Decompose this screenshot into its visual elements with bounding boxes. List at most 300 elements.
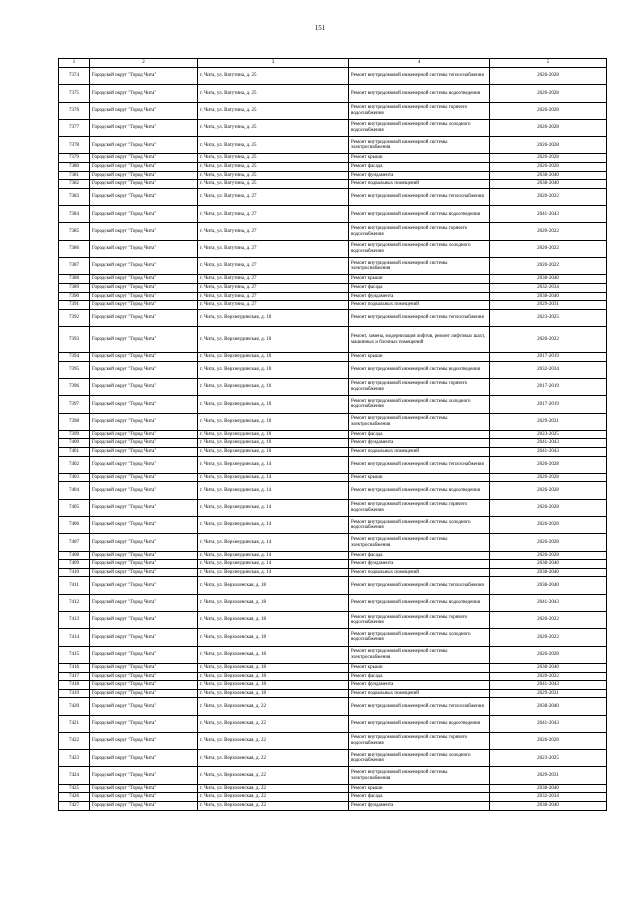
- row-number-cell: 7416: [59, 663, 90, 672]
- table-row: [59, 413, 607, 430]
- row-number-cell: 7409: [59, 560, 90, 569]
- period-cell: 2041-2043: [490, 206, 607, 223]
- municipality-cell: Городской округ "Город Чита": [90, 188, 198, 205]
- work-type-cell: Ремонт внутридомовой инженерной системы водоотведения: [349, 85, 490, 102]
- table-row: [59, 473, 607, 482]
- municipality-cell: Городской округ "Город Чита": [90, 275, 198, 284]
- work-type-cell: Ремонт внутридомовой инженерной системы водоотведения: [349, 594, 490, 611]
- municipality-cell: Городской округ "Город Чита": [90, 171, 198, 180]
- period-cell: 2026-2028: [490, 551, 607, 560]
- work-type-cell: Ремонт подвальных помещений: [349, 568, 490, 577]
- row-number-cell: 7412: [59, 594, 90, 611]
- municipality-cell: Городской округ "Город Чита": [90, 801, 198, 810]
- municipality-cell: Городской округ "Город Чита": [90, 456, 198, 473]
- address-cell: г. Чита, ул. Верхнеудинская, д. 10: [198, 396, 349, 413]
- municipality-cell: Городской округ "Город Чита": [90, 568, 198, 577]
- address-cell: г. Чита, ул. Ватутина, д. 25: [198, 137, 349, 154]
- row-number-cell: 7415: [59, 646, 90, 663]
- municipality-cell: Городской округ "Город Чита": [90, 560, 198, 569]
- work-type-cell: Ремонт внутридомовой инженерной системы теплоснабжения: [349, 188, 490, 205]
- row-number-cell: 7421: [59, 715, 90, 732]
- table-row: [59, 283, 607, 292]
- municipality-cell: Городской округ "Город Чита": [90, 119, 198, 136]
- work-type-cell: Ремонт фундамента: [349, 681, 490, 690]
- address-cell: г. Чита, ул. Ватутина, д. 25: [198, 119, 349, 136]
- period-cell: 2038-2040: [490, 698, 607, 715]
- row-number-cell: 7402: [59, 456, 90, 473]
- row-number-cell: 7413: [59, 612, 90, 629]
- address-cell: г. Чита, ул. Верхнеудинская, д. 10: [198, 413, 349, 430]
- column-header: 1: [59, 59, 90, 68]
- work-type-cell: Ремонт внутридомовой инженерной системы горячего водоснабжения: [349, 612, 490, 629]
- municipality-cell: Городской округ "Город Чита": [90, 646, 198, 663]
- address-cell: г. Чита, ул. Ватутина, д. 27: [198, 188, 349, 205]
- table-row: [59, 482, 607, 499]
- work-type-cell: Ремонт фасада: [349, 672, 490, 681]
- address-cell: г. Чита, ул. Верхоленская, д. 22: [198, 793, 349, 802]
- page-number: 151: [314, 24, 326, 32]
- work-type-cell: Ремонт подвальных помещений: [349, 180, 490, 189]
- work-type-cell: Ремонт фасада: [349, 793, 490, 802]
- period-cell: 2026-2028: [490, 499, 607, 516]
- table-row: [59, 689, 607, 698]
- period-cell: 2026-2028: [490, 154, 607, 163]
- work-type-cell: Ремонт фундамента: [349, 292, 490, 301]
- municipality-cell: Городской округ "Город Чита": [90, 715, 198, 732]
- work-type-cell: Ремонт крыши: [349, 473, 490, 482]
- period-cell: 2038-2040: [490, 663, 607, 672]
- row-number-cell: 7395: [59, 361, 90, 378]
- row-number-cell: 7417: [59, 672, 90, 681]
- table-row: [59, 102, 607, 119]
- municipality-cell: Городской округ "Город Чита": [90, 767, 198, 784]
- address-cell: г. Чита, ул. Ватутина, д. 25: [198, 85, 349, 102]
- row-number-cell: 7396: [59, 378, 90, 395]
- table-row: [59, 206, 607, 223]
- address-cell: г. Чита, ул. Ватутина, д. 27: [198, 223, 349, 240]
- municipality-cell: Городской округ "Город Чита": [90, 473, 198, 482]
- row-number-cell: 7406: [59, 517, 90, 534]
- work-type-cell: Ремонт фасада: [349, 430, 490, 439]
- row-number-cell: 7375: [59, 85, 90, 102]
- address-cell: г. Чита, ул. Верхоленская, д. 22: [198, 767, 349, 784]
- period-cell: 2020-2022: [490, 188, 607, 205]
- municipality-cell: Городской округ "Город Чита": [90, 301, 198, 310]
- row-number-cell: 7424: [59, 767, 90, 784]
- municipality-cell: Городской округ "Город Чита": [90, 223, 198, 240]
- work-type-cell: Ремонт внутридомовой инженерной системы электроснабжения: [349, 413, 490, 430]
- address-cell: г. Чита, ул. Верхнеудинская, д. 14: [198, 534, 349, 551]
- municipality-cell: Городской округ "Город Чита": [90, 327, 198, 353]
- municipality-cell: Городской округ "Город Чита": [90, 629, 198, 646]
- period-cell: 2038-2040: [490, 577, 607, 594]
- address-cell: г. Чита, ул. Ватутина, д. 25: [198, 154, 349, 163]
- period-cell: 2038-2040: [490, 171, 607, 180]
- table-row: [59, 361, 607, 378]
- work-type-cell: Ремонт подвальных помещений: [349, 447, 490, 456]
- period-cell: 2041-2043: [490, 447, 607, 456]
- row-number-cell: 7376: [59, 102, 90, 119]
- work-type-cell: Ремонт внутридомовой инженерной системы теплоснабжения: [349, 456, 490, 473]
- work-type-cell: Ремонт фасада: [349, 283, 490, 292]
- table-row: [59, 68, 607, 85]
- period-cell: 2026-2028: [490, 119, 607, 136]
- table-row: [59, 577, 607, 594]
- municipality-cell: Городской округ "Город Чита": [90, 396, 198, 413]
- table-row: [59, 499, 607, 516]
- address-cell: г. Чита, ул. Ватутина, д. 27: [198, 240, 349, 257]
- work-type-cell: Ремонт внутридомовой инженерной системы водоотведения: [349, 206, 490, 223]
- work-type-cell: Ремонт фундамента: [349, 171, 490, 180]
- table-row: [59, 517, 607, 534]
- row-number-cell: 7382: [59, 180, 90, 189]
- table-row: [59, 732, 607, 749]
- address-cell: г. Чита, ул. Верхоленская, д. 18: [198, 646, 349, 663]
- column-header: 2: [90, 59, 198, 68]
- row-number-cell: 7411: [59, 577, 90, 594]
- address-cell: г. Чита, ул. Верхоленская, д. 18: [198, 689, 349, 698]
- municipality-cell: Городской округ "Город Чита": [90, 681, 198, 690]
- municipality-cell: Городской округ "Город Чита": [90, 672, 198, 681]
- period-cell: 2026-2028: [490, 68, 607, 85]
- table-row: [59, 396, 607, 413]
- municipality-cell: Городской округ "Город Чита": [90, 551, 198, 560]
- work-type-cell: Ремонт крыши: [349, 275, 490, 284]
- municipality-cell: Городской округ "Город Чита": [90, 240, 198, 257]
- work-type-cell: Ремонт внутридомовой инженерной системы холодного водоснабжения: [349, 119, 490, 136]
- table-row: [59, 447, 607, 456]
- table-row: [59, 456, 607, 473]
- table-row: [59, 629, 607, 646]
- municipality-cell: Городской округ "Город Чита": [90, 163, 198, 172]
- table-row: [59, 750, 607, 767]
- table-row: [59, 698, 607, 715]
- work-type-cell: Ремонт крыши: [349, 784, 490, 793]
- row-number-cell: 7381: [59, 171, 90, 180]
- address-cell: г. Чита, ул. Верхнеудинская, д. 14: [198, 517, 349, 534]
- period-cell: 2026-2028: [490, 137, 607, 154]
- row-number-cell: 7410: [59, 568, 90, 577]
- row-number-cell: 7379: [59, 154, 90, 163]
- municipality-cell: Городской округ "Город Чита": [90, 283, 198, 292]
- period-cell: 2041-2043: [490, 681, 607, 690]
- work-type-cell: Ремонт внутридомовой инженерной системы холодного водоснабжения: [349, 240, 490, 257]
- municipality-cell: Городской округ "Город Чита": [90, 663, 198, 672]
- row-number-cell: 7383: [59, 188, 90, 205]
- period-cell: 2020-2022: [490, 612, 607, 629]
- municipality-cell: Городской округ "Город Чита": [90, 689, 198, 698]
- municipality-cell: Городской округ "Город Чита": [90, 594, 198, 611]
- municipality-cell: Городской округ "Город Чита": [90, 698, 198, 715]
- address-cell: г. Чита, ул. Ватутина, д. 27: [198, 283, 349, 292]
- municipality-cell: Городской округ "Город Чита": [90, 750, 198, 767]
- table-row: [59, 154, 607, 163]
- address-cell: г. Чита, ул. Верхнеудинская, д. 10: [198, 353, 349, 362]
- row-number-cell: 7420: [59, 698, 90, 715]
- municipality-cell: Городской округ "Город Чита": [90, 378, 198, 395]
- row-number-cell: 7426: [59, 793, 90, 802]
- municipality-cell: Городской округ "Город Чита": [90, 68, 198, 85]
- work-type-cell: Ремонт внутридомовой инженерной системы электроснабжения: [349, 258, 490, 275]
- row-number-cell: 7392: [59, 309, 90, 326]
- row-number-cell: 7419: [59, 689, 90, 698]
- period-cell: 2026-2028: [490, 534, 607, 551]
- work-type-cell: Ремонт внутридомовой инженерной системы электроснабжения: [349, 534, 490, 551]
- table-row: [59, 663, 607, 672]
- row-number-cell: 7389: [59, 283, 90, 292]
- table-header-row: [59, 59, 607, 68]
- address-cell: г. Чита, ул. Верхоленская, д. 18: [198, 672, 349, 681]
- municipality-cell: Городской округ "Город Чита": [90, 517, 198, 534]
- row-number-cell: 7380: [59, 163, 90, 172]
- municipality-cell: Городской округ "Город Чита": [90, 309, 198, 326]
- table-row: [59, 137, 607, 154]
- row-number-cell: 7378: [59, 137, 90, 154]
- address-cell: г. Чита, ул. Ватутина, д. 27: [198, 206, 349, 223]
- row-number-cell: 7405: [59, 499, 90, 516]
- work-type-cell: Ремонт внутридомовой инженерной системы горячего водоснабжения: [349, 102, 490, 119]
- work-type-cell: Ремонт внутридомовой инженерной системы водоотведения: [349, 715, 490, 732]
- municipality-cell: Городской округ "Город Чита": [90, 180, 198, 189]
- period-cell: 2020-2022: [490, 258, 607, 275]
- address-cell: г. Чита, ул. Ватутина, д. 25: [198, 171, 349, 180]
- table-row: [59, 551, 607, 560]
- address-cell: г. Чита, ул. Верхоленская, д. 22: [198, 698, 349, 715]
- period-cell: 2026-2028: [490, 473, 607, 482]
- row-number-cell: 7397: [59, 396, 90, 413]
- work-type-cell: Ремонт внутридомовой инженерной системы горячего водоснабжения: [349, 732, 490, 749]
- row-number-cell: 7374: [59, 68, 90, 85]
- row-number-cell: 7385: [59, 223, 90, 240]
- period-cell: 2020-2022: [490, 240, 607, 257]
- period-cell: 2026-2028: [490, 456, 607, 473]
- address-cell: г. Чита, ул. Верхоленская, д. 22: [198, 750, 349, 767]
- address-cell: г. Чита, ул. Верхнеудинская, д. 10: [198, 378, 349, 395]
- work-type-cell: Ремонт внутридомовой инженерной системы теплоснабжения: [349, 309, 490, 326]
- period-cell: 2041-2043: [490, 594, 607, 611]
- municipality-cell: Городской округ "Город Чита": [90, 499, 198, 516]
- table-row: [59, 353, 607, 362]
- address-cell: г. Чита, ул. Ватутина, д. 25: [198, 180, 349, 189]
- municipality-cell: Городской округ "Город Чита": [90, 784, 198, 793]
- table-row: [59, 119, 607, 136]
- period-cell: 2038-2040: [490, 275, 607, 284]
- table-row: [59, 784, 607, 793]
- column-header: 3: [198, 59, 349, 68]
- row-number-cell: 7400: [59, 439, 90, 448]
- table-row: [59, 612, 607, 629]
- work-type-cell: Ремонт фундамента: [349, 801, 490, 810]
- table-row: [59, 534, 607, 551]
- period-cell: 2020-2022: [490, 223, 607, 240]
- row-number-cell: 7423: [59, 750, 90, 767]
- period-cell: 2038-2040: [490, 568, 607, 577]
- row-number-cell: 7425: [59, 784, 90, 793]
- address-cell: г. Чита, ул. Верхнеудинская, д. 14: [198, 456, 349, 473]
- table-row: [59, 439, 607, 448]
- municipality-cell: Городской округ "Город Чита": [90, 154, 198, 163]
- column-header: 4: [349, 59, 490, 68]
- address-cell: г. Чита, ул. Ватутина, д. 25: [198, 102, 349, 119]
- period-cell: 2038-2040: [490, 801, 607, 810]
- municipality-cell: Городской округ "Город Чита": [90, 793, 198, 802]
- row-number-cell: 7388: [59, 275, 90, 284]
- address-cell: г. Чита, ул. Верхнеудинская, д. 14: [198, 551, 349, 560]
- address-cell: г. Чита, ул. Верхоленская, д. 18: [198, 612, 349, 629]
- address-cell: г. Чита, ул. Ватутина, д. 27: [198, 258, 349, 275]
- period-cell: 2032-2034: [490, 793, 607, 802]
- address-cell: г. Чита, ул. Верхоленская, д. 22: [198, 732, 349, 749]
- work-type-cell: Ремонт внутридомовой инженерной системы горячего водоснабжения: [349, 499, 490, 516]
- period-cell: 2020-2022: [490, 327, 607, 353]
- row-number-cell: 7393: [59, 327, 90, 353]
- work-type-cell: Ремонт внутридомовой инженерной системы электроснабжения: [349, 646, 490, 663]
- municipality-cell: Городской округ "Город Чита": [90, 577, 198, 594]
- work-type-cell: Ремонт внутридомовой инженерной системы теплоснабжения: [349, 577, 490, 594]
- work-type-cell: Ремонт фундамента: [349, 439, 490, 448]
- address-cell: г. Чита, ул. Верхоленская, д. 18: [198, 577, 349, 594]
- address-cell: г. Чита, ул. Верхнеудинская, д. 10: [198, 309, 349, 326]
- table-row: [59, 163, 607, 172]
- table-row: [59, 715, 607, 732]
- column-header: 5: [490, 59, 607, 68]
- table-row: [59, 240, 607, 257]
- municipality-cell: Городской округ "Город Чита": [90, 430, 198, 439]
- work-type-cell: Ремонт подвальных помещений: [349, 301, 490, 310]
- municipality-cell: Городской округ "Город Чита": [90, 137, 198, 154]
- row-number-cell: 7390: [59, 292, 90, 301]
- period-cell: 2038-2040: [490, 180, 607, 189]
- address-cell: г. Чита, ул. Верхнеудинская, д. 10: [198, 447, 349, 456]
- municipality-cell: Городской округ "Город Чита": [90, 534, 198, 551]
- address-cell: г. Чита, ул. Верхоленская, д. 18: [198, 629, 349, 646]
- row-number-cell: 7414: [59, 629, 90, 646]
- address-cell: г. Чита, ул. Ватутина, д. 27: [198, 301, 349, 310]
- row-number-cell: 7403: [59, 473, 90, 482]
- municipality-cell: Городской округ "Город Чита": [90, 292, 198, 301]
- table-row: [59, 223, 607, 240]
- period-cell: 2029-2031: [490, 767, 607, 784]
- table-row: [59, 681, 607, 690]
- work-type-cell: Ремонт фасада: [349, 163, 490, 172]
- municipality-cell: Городской округ "Город Чита": [90, 102, 198, 119]
- row-number-cell: 7401: [59, 447, 90, 456]
- address-cell: г. Чита, ул. Ватутина, д. 27: [198, 275, 349, 284]
- repair-schedule-table: [58, 58, 607, 811]
- table-row: [59, 309, 607, 326]
- address-cell: г. Чита, ул. Ватутина, д. 27: [198, 292, 349, 301]
- period-cell: 2023-2025: [490, 309, 607, 326]
- municipality-cell: Городской округ "Город Чита": [90, 612, 198, 629]
- work-type-cell: Ремонт внутридомовой инженерной системы теплоснабжения: [349, 698, 490, 715]
- row-number-cell: 7418: [59, 681, 90, 690]
- municipality-cell: Городской округ "Город Чита": [90, 439, 198, 448]
- address-cell: г. Чита, ул. Верхоленская, д. 22: [198, 801, 349, 810]
- address-cell: г. Чита, ул. Верхоленская, д. 18: [198, 663, 349, 672]
- row-number-cell: 7391: [59, 301, 90, 310]
- period-cell: 2041-2043: [490, 439, 607, 448]
- work-type-cell: Ремонт внутридомовой инженерной системы электроснабжения: [349, 137, 490, 154]
- address-cell: г. Чита, ул. Верхнеудинская, д. 14: [198, 499, 349, 516]
- row-number-cell: 7384: [59, 206, 90, 223]
- table-row: [59, 171, 607, 180]
- row-number-cell: 7398: [59, 413, 90, 430]
- work-type-cell: Ремонт крыши: [349, 663, 490, 672]
- period-cell: 2026-2028: [490, 517, 607, 534]
- address-cell: г. Чита, ул. Верхнеудинская, д. 10: [198, 439, 349, 448]
- period-cell: 2029-2031: [490, 689, 607, 698]
- municipality-cell: Городской округ "Город Чита": [90, 482, 198, 499]
- address-cell: г. Чита, ул. Верхоленская, д. 18: [198, 594, 349, 611]
- work-type-cell: Ремонт внутридомовой инженерной системы горячего водоснабжения: [349, 378, 490, 395]
- work-type-cell: Ремонт фасада: [349, 551, 490, 560]
- work-type-cell: Ремонт внутридомовой инженерной системы холодного водоснабжения: [349, 629, 490, 646]
- municipality-cell: Городской округ "Город Чита": [90, 353, 198, 362]
- table-row: [59, 560, 607, 569]
- table-row: [59, 188, 607, 205]
- work-type-cell: Ремонт внутридомовой инженерной системы теплоснабжения: [349, 68, 490, 85]
- work-type-cell: Ремонт, замена, модернизация лифтов, ремонт лифтовых шахт, машинных и блочных помещений: [349, 327, 490, 353]
- period-cell: 2029-2031: [490, 301, 607, 310]
- work-type-cell: Ремонт внутридомовой инженерной системы холодного водоснабжения: [349, 750, 490, 767]
- table-row: [59, 378, 607, 395]
- period-cell: 2029-2031: [490, 413, 607, 430]
- work-type-cell: Ремонт внутридомовой инженерной системы горячего водоснабжения: [349, 223, 490, 240]
- address-cell: г. Чита, ул. Верхнеудинская, д. 14: [198, 568, 349, 577]
- period-cell: 2017-2019: [490, 378, 607, 395]
- municipality-cell: Городской округ "Город Чита": [90, 85, 198, 102]
- address-cell: г. Чита, ул. Верхнеудинская, д. 10: [198, 430, 349, 439]
- row-number-cell: 7407: [59, 534, 90, 551]
- row-number-cell: 7387: [59, 258, 90, 275]
- row-number-cell: 7422: [59, 732, 90, 749]
- address-cell: г. Чита, ул. Верхнеудинская, д. 10: [198, 327, 349, 353]
- table-row: [59, 793, 607, 802]
- municipality-cell: Городской округ "Город Чита": [90, 206, 198, 223]
- table-row: [59, 801, 607, 810]
- period-cell: 2038-2040: [490, 784, 607, 793]
- table-row: [59, 327, 607, 353]
- work-type-cell: Ремонт внутридомовой инженерной системы холодного водоснабжения: [349, 517, 490, 534]
- table-row: [59, 568, 607, 577]
- address-cell: г. Чита, ул. Ватутина, д. 25: [198, 163, 349, 172]
- table-row: [59, 85, 607, 102]
- work-type-cell: Ремонт фундамента: [349, 560, 490, 569]
- address-cell: г. Чита, ул. Верхоленская, д. 22: [198, 715, 349, 732]
- municipality-cell: Городской округ "Город Чита": [90, 258, 198, 275]
- period-cell: 2017-2019: [490, 353, 607, 362]
- period-cell: 2032-2034: [490, 361, 607, 378]
- period-cell: 2026-2028: [490, 163, 607, 172]
- work-type-cell: Ремонт внутридомовой инженерной системы холодного водоснабжения: [349, 396, 490, 413]
- row-number-cell: 7427: [59, 801, 90, 810]
- period-cell: 2038-2040: [490, 292, 607, 301]
- period-cell: 2026-2028: [490, 85, 607, 102]
- period-cell: 2038-2040: [490, 560, 607, 569]
- row-number-cell: 7394: [59, 353, 90, 362]
- work-type-cell: Ремонт внутридомовой инженерной системы водоотведения: [349, 482, 490, 499]
- period-cell: 2020-2022: [490, 629, 607, 646]
- period-cell: 2026-2028: [490, 482, 607, 499]
- row-number-cell: 7408: [59, 551, 90, 560]
- table-row: [59, 275, 607, 284]
- period-cell: 2026-2028: [490, 646, 607, 663]
- address-cell: г. Чита, ул. Верхоленская, д. 22: [198, 784, 349, 793]
- row-number-cell: 7404: [59, 482, 90, 499]
- table-row: [59, 767, 607, 784]
- address-cell: г. Чита, ул. Верхнеудинская, д. 14: [198, 560, 349, 569]
- municipality-cell: Городской округ "Город Чита": [90, 413, 198, 430]
